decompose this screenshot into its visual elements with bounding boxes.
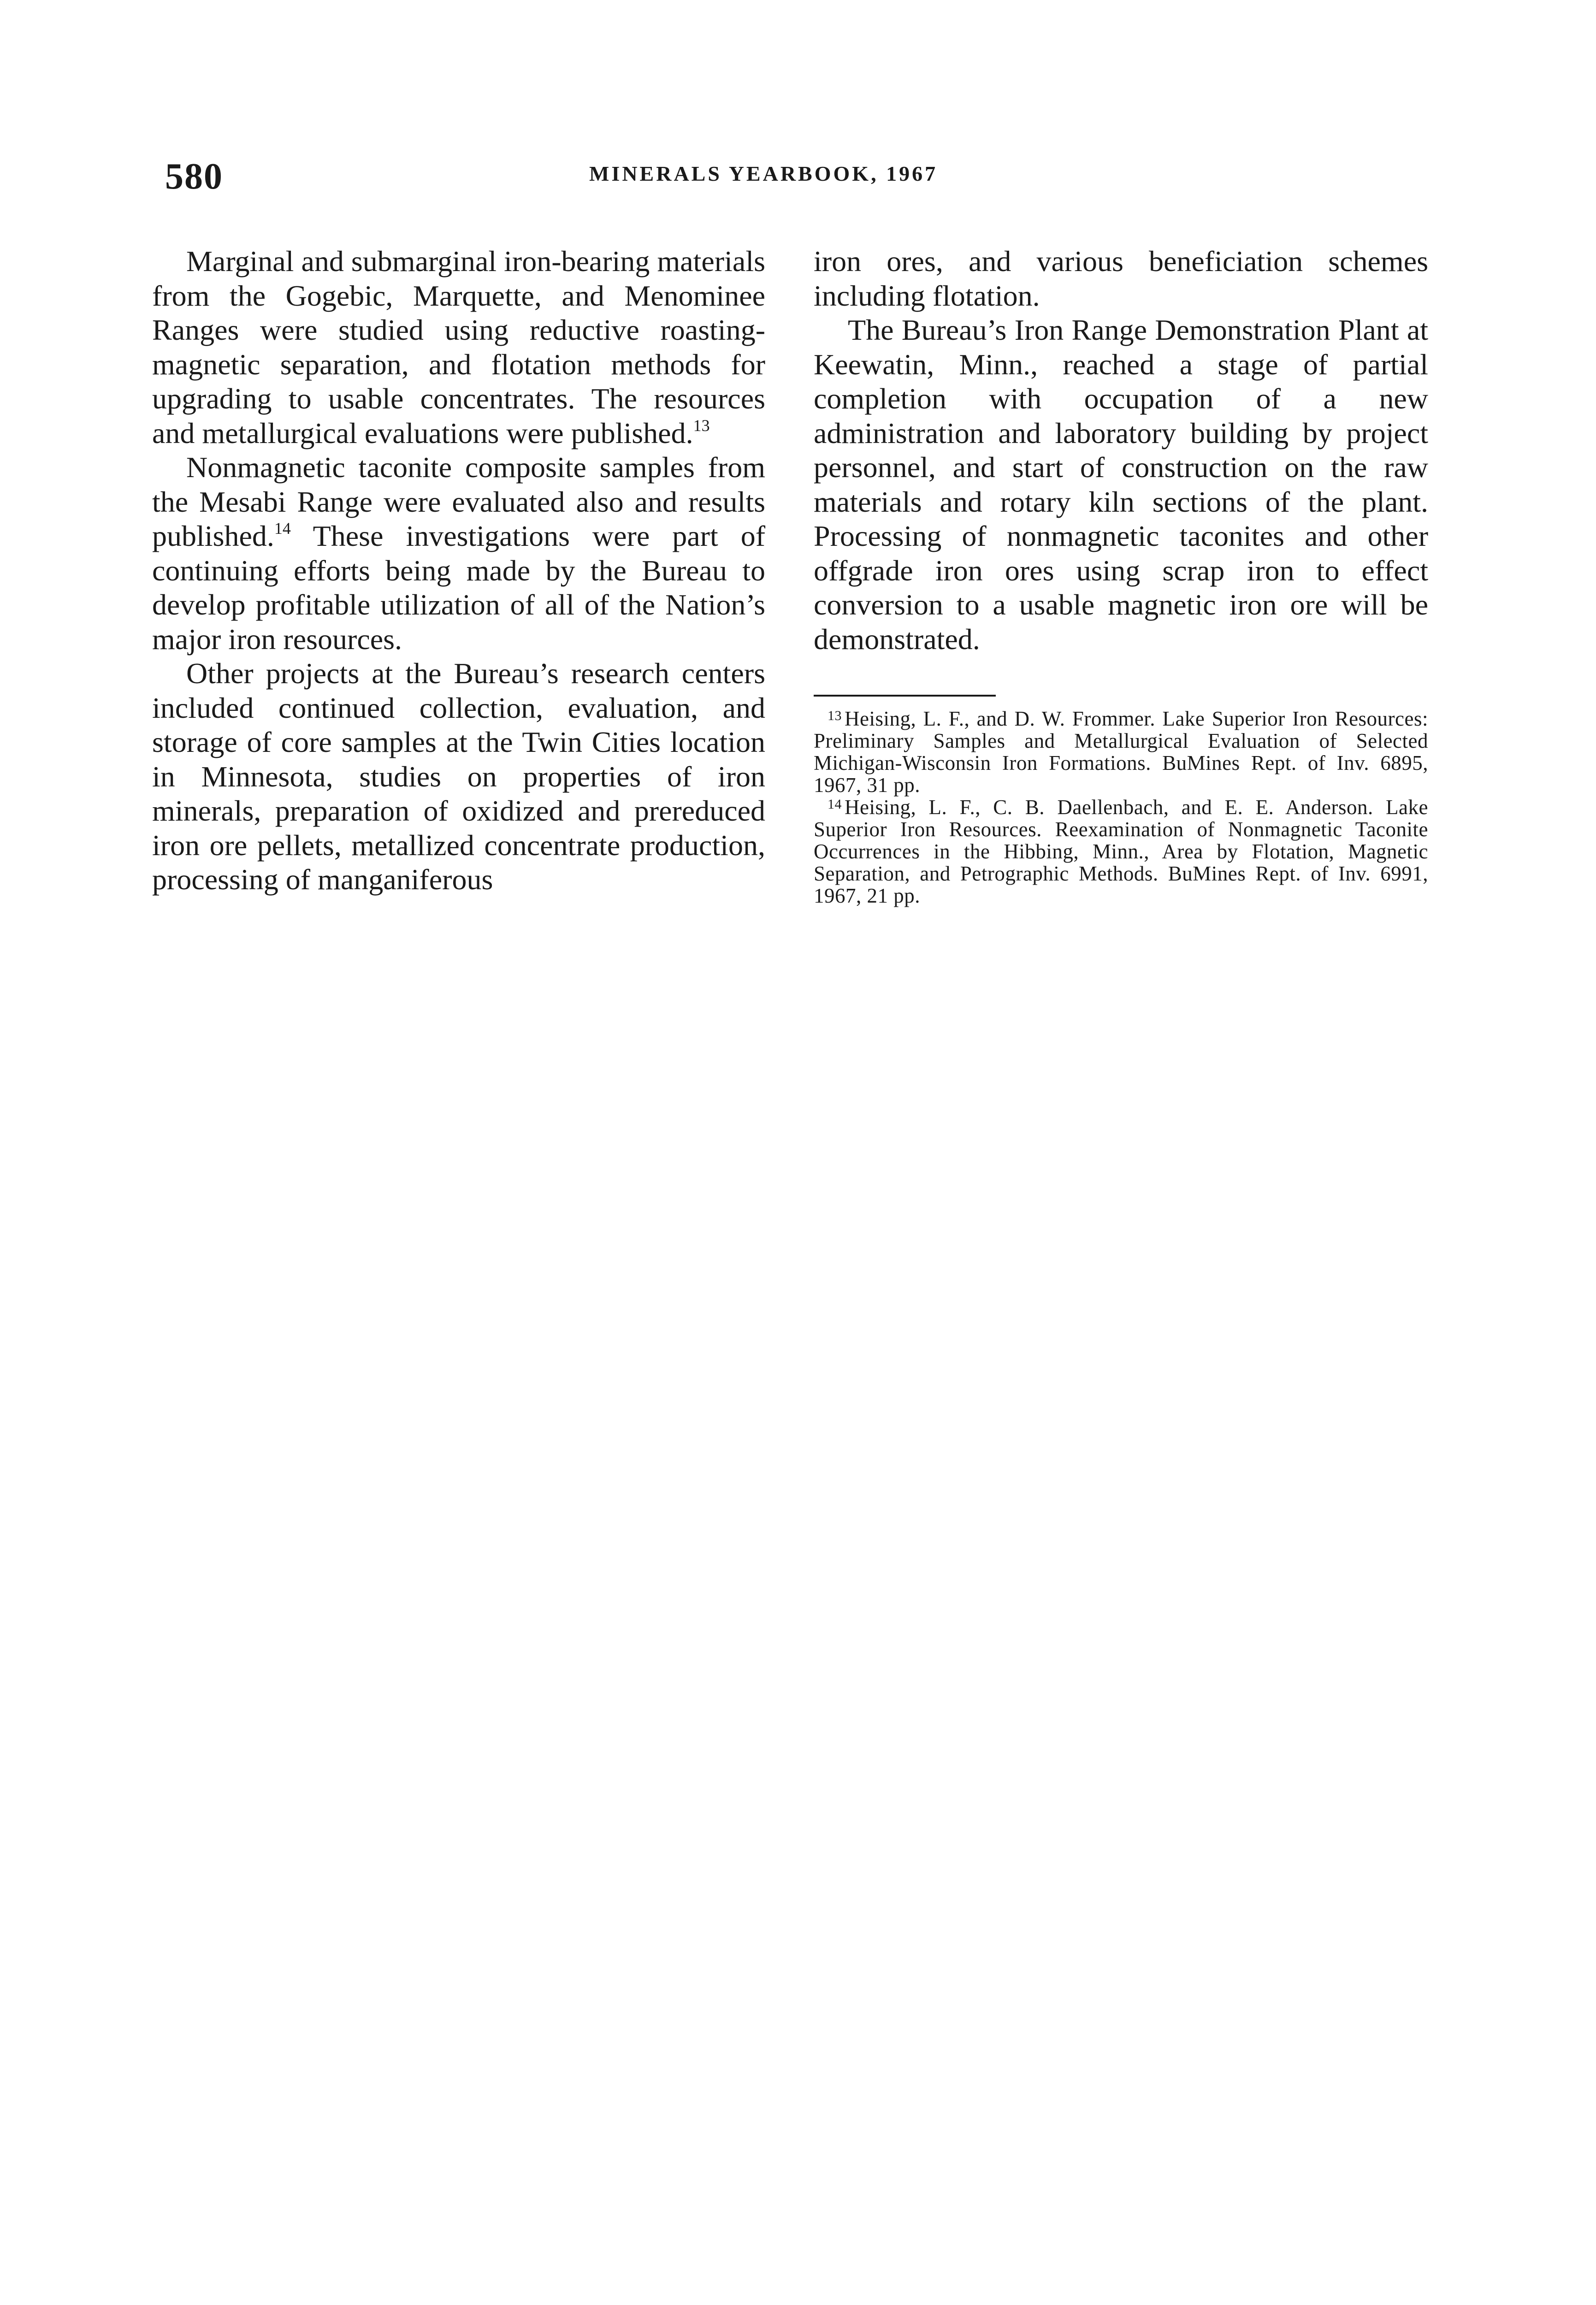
- paragraph-text: The Bureau’s Iron Range Demonstration Plant at Keewatin, Minn., reached a stage of partial completion with occupation of a new administration and laboratory building by project personnel, and start of construction on the raw materials and rotary kiln sections of the plant. Processing of nonmagnetic taconites and other offgrade iron ores using scrap iron to effect conversion to a usable magnetic iron ore will be demonstrated.: [814, 313, 1428, 656]
- paragraph-iron-ores-continued: [814, 244, 1428, 313]
- paragraph-text: Marginal and submarginal iron-bearing materials from the Gogebic, Marquette, and Menominee Ranges were studied using reductive roasting-magnetic separation, and flotation methods for upgrading to usable concentrates. The resources and metallurgical evaluations were published.: [152, 245, 765, 449]
- paragraph-marginal-iron: [152, 244, 765, 450]
- footnote-marker: 14: [828, 797, 842, 812]
- right-column: [814, 244, 1428, 907]
- footnote-text: Heising, L. F., and D. W. Frommer. Lake Superior Iron Resources: Preliminary Samples and Metallurgical Evaluation of Selected Michigan-Wisconsin Iron Formations. BuMines Rept. of Inv. 6895, 1967, 31 pp.: [814, 707, 1428, 797]
- paragraph-text: Nonmagnetic taconite composite samples from the Mesabi Range were evaluated also and results published.: [152, 451, 765, 552]
- paragraph-other-projects: [152, 656, 765, 897]
- paragraph-text: iron ores, and various beneficiation schemes including flotation.: [814, 245, 1428, 312]
- footnote-text: Heising, L. F., C. B. Daellenbach, and E. E. Anderson. Lake Superior Iron Resources. Reexamination of Nonmagnetic Taconite Occurrences in the Hibbing, Minn., Area by Flotation, Magnetic Separation, and Petrographic Methods. BuMines Rept. of Inv. 6991, 1967, 21 pp.: [814, 796, 1428, 907]
- left-column: [152, 244, 765, 897]
- page-number: 580: [165, 156, 223, 197]
- footnote-divider: [814, 695, 996, 697]
- running-head: MINERALS YEARBOOK, 1967: [589, 162, 938, 185]
- footnote-14: [814, 796, 1428, 907]
- paragraph-text: Other projects at the Bureau’s research centers included continued collection, evaluation, and storage of core samples at the Twin Cities location in Minnesota, studies on properties of iron minerals, preparation of oxidized and prereduced iron ore pellets, metallized concentrate production, processing of manganiferous: [152, 657, 765, 896]
- footnote-ref: 14: [274, 519, 291, 538]
- paragraph-demonstration-plant: [814, 313, 1428, 656]
- paragraph-text: These investigations were part of continuing efforts being made by the Bureau to develop profitable utilization of all of the Nation’s major iron resources.: [152, 520, 765, 656]
- paragraph-nonmagnetic-taconite: [152, 450, 765, 656]
- footnote-13: [814, 708, 1428, 796]
- footnote-marker: 13: [828, 708, 842, 723]
- footnote-ref: 13: [693, 416, 710, 435]
